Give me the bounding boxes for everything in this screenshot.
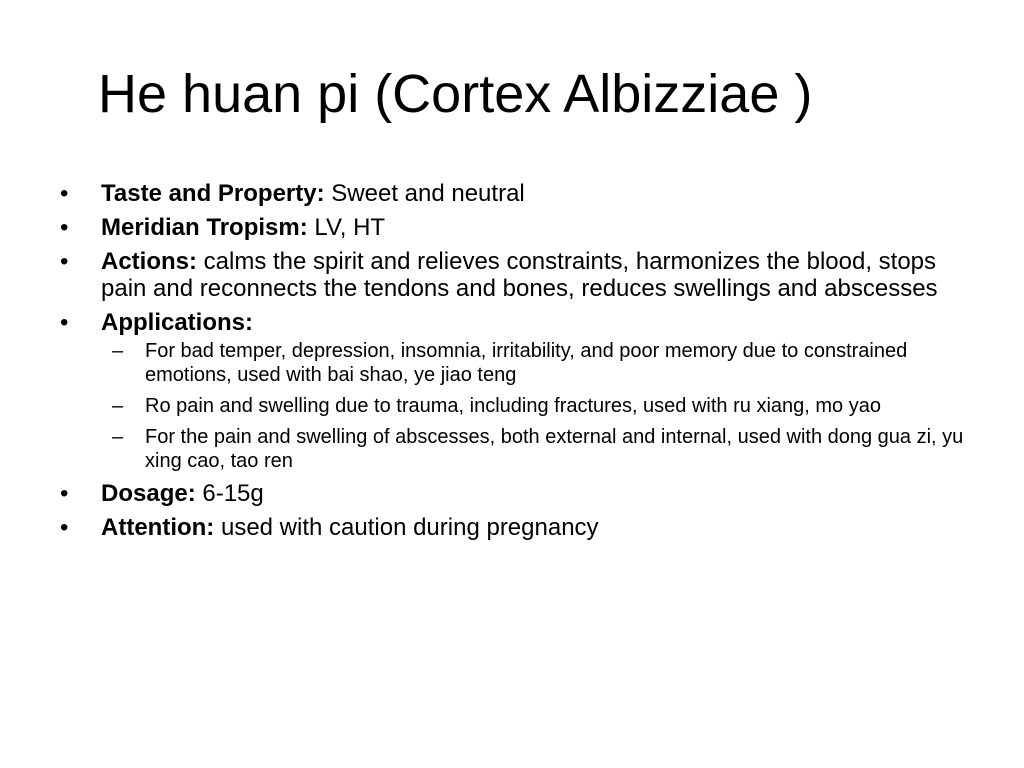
sub-bullet-text: For bad temper, depression, insomnia, irritability, and poor memory due to constrained emotions, used with bai shao, ye jiao teng — [145, 340, 908, 386]
bullet-label: Meridian Tropism: — [101, 214, 308, 241]
bullet-text: calms the spirit and relieves constraints, harmonizes the blood, stops pain and reconnects the tendons and bones, reduces swellings and abscesses — [101, 248, 938, 302]
bullet-marker: • — [60, 309, 69, 336]
dash-marker: – — [112, 340, 124, 362]
bullet-marker: • — [60, 248, 69, 275]
bullet-marker: • — [60, 180, 69, 207]
bullet-text: LV, HT — [307, 214, 386, 241]
bullet-label: Dosage: — [101, 480, 196, 507]
bullet-attention — [0, 514, 1024, 541]
bullet-marker: • — [60, 214, 69, 241]
bullet-meridian-tropism — [0, 214, 1024, 241]
sub-bullet-application — [0, 425, 1024, 473]
bullet-label: Taste and Property: — [101, 180, 325, 207]
bullet-applications — [0, 309, 1024, 336]
slide-body — [0, 180, 1024, 548]
dash-marker: – — [112, 426, 124, 448]
bullet-text: used with caution during pregnancy — [214, 514, 599, 541]
bullet-marker: • — [60, 480, 69, 507]
applications-sublist — [0, 339, 1024, 473]
slide-title: He huan pi (Cortex Albizziae ) — [98, 64, 813, 124]
bullet-label: Actions: — [101, 248, 197, 275]
dash-marker: – — [112, 395, 124, 417]
bullet-dosage — [0, 480, 1024, 507]
sub-bullet-application — [0, 339, 1024, 387]
bullet-actions — [0, 248, 1024, 302]
bullet-label: Applications: — [101, 309, 254, 336]
bullet-marker: • — [60, 514, 69, 541]
sub-bullet-text: Ro pain and swelling due to trauma, including fractures, used with ru xiang, mo yao — [145, 395, 881, 417]
sub-bullet-application — [0, 394, 1024, 418]
bullet-text: 6-15g — [195, 480, 264, 507]
bullet-taste-property — [0, 180, 1024, 207]
bullet-label: Attention: — [101, 514, 215, 541]
sub-bullet-text: For the pain and swelling of abscesses, both external and internal, used with dong gua zi, yu xing cao, tao ren — [145, 426, 964, 472]
bullet-text: Sweet and neutral — [324, 180, 525, 207]
